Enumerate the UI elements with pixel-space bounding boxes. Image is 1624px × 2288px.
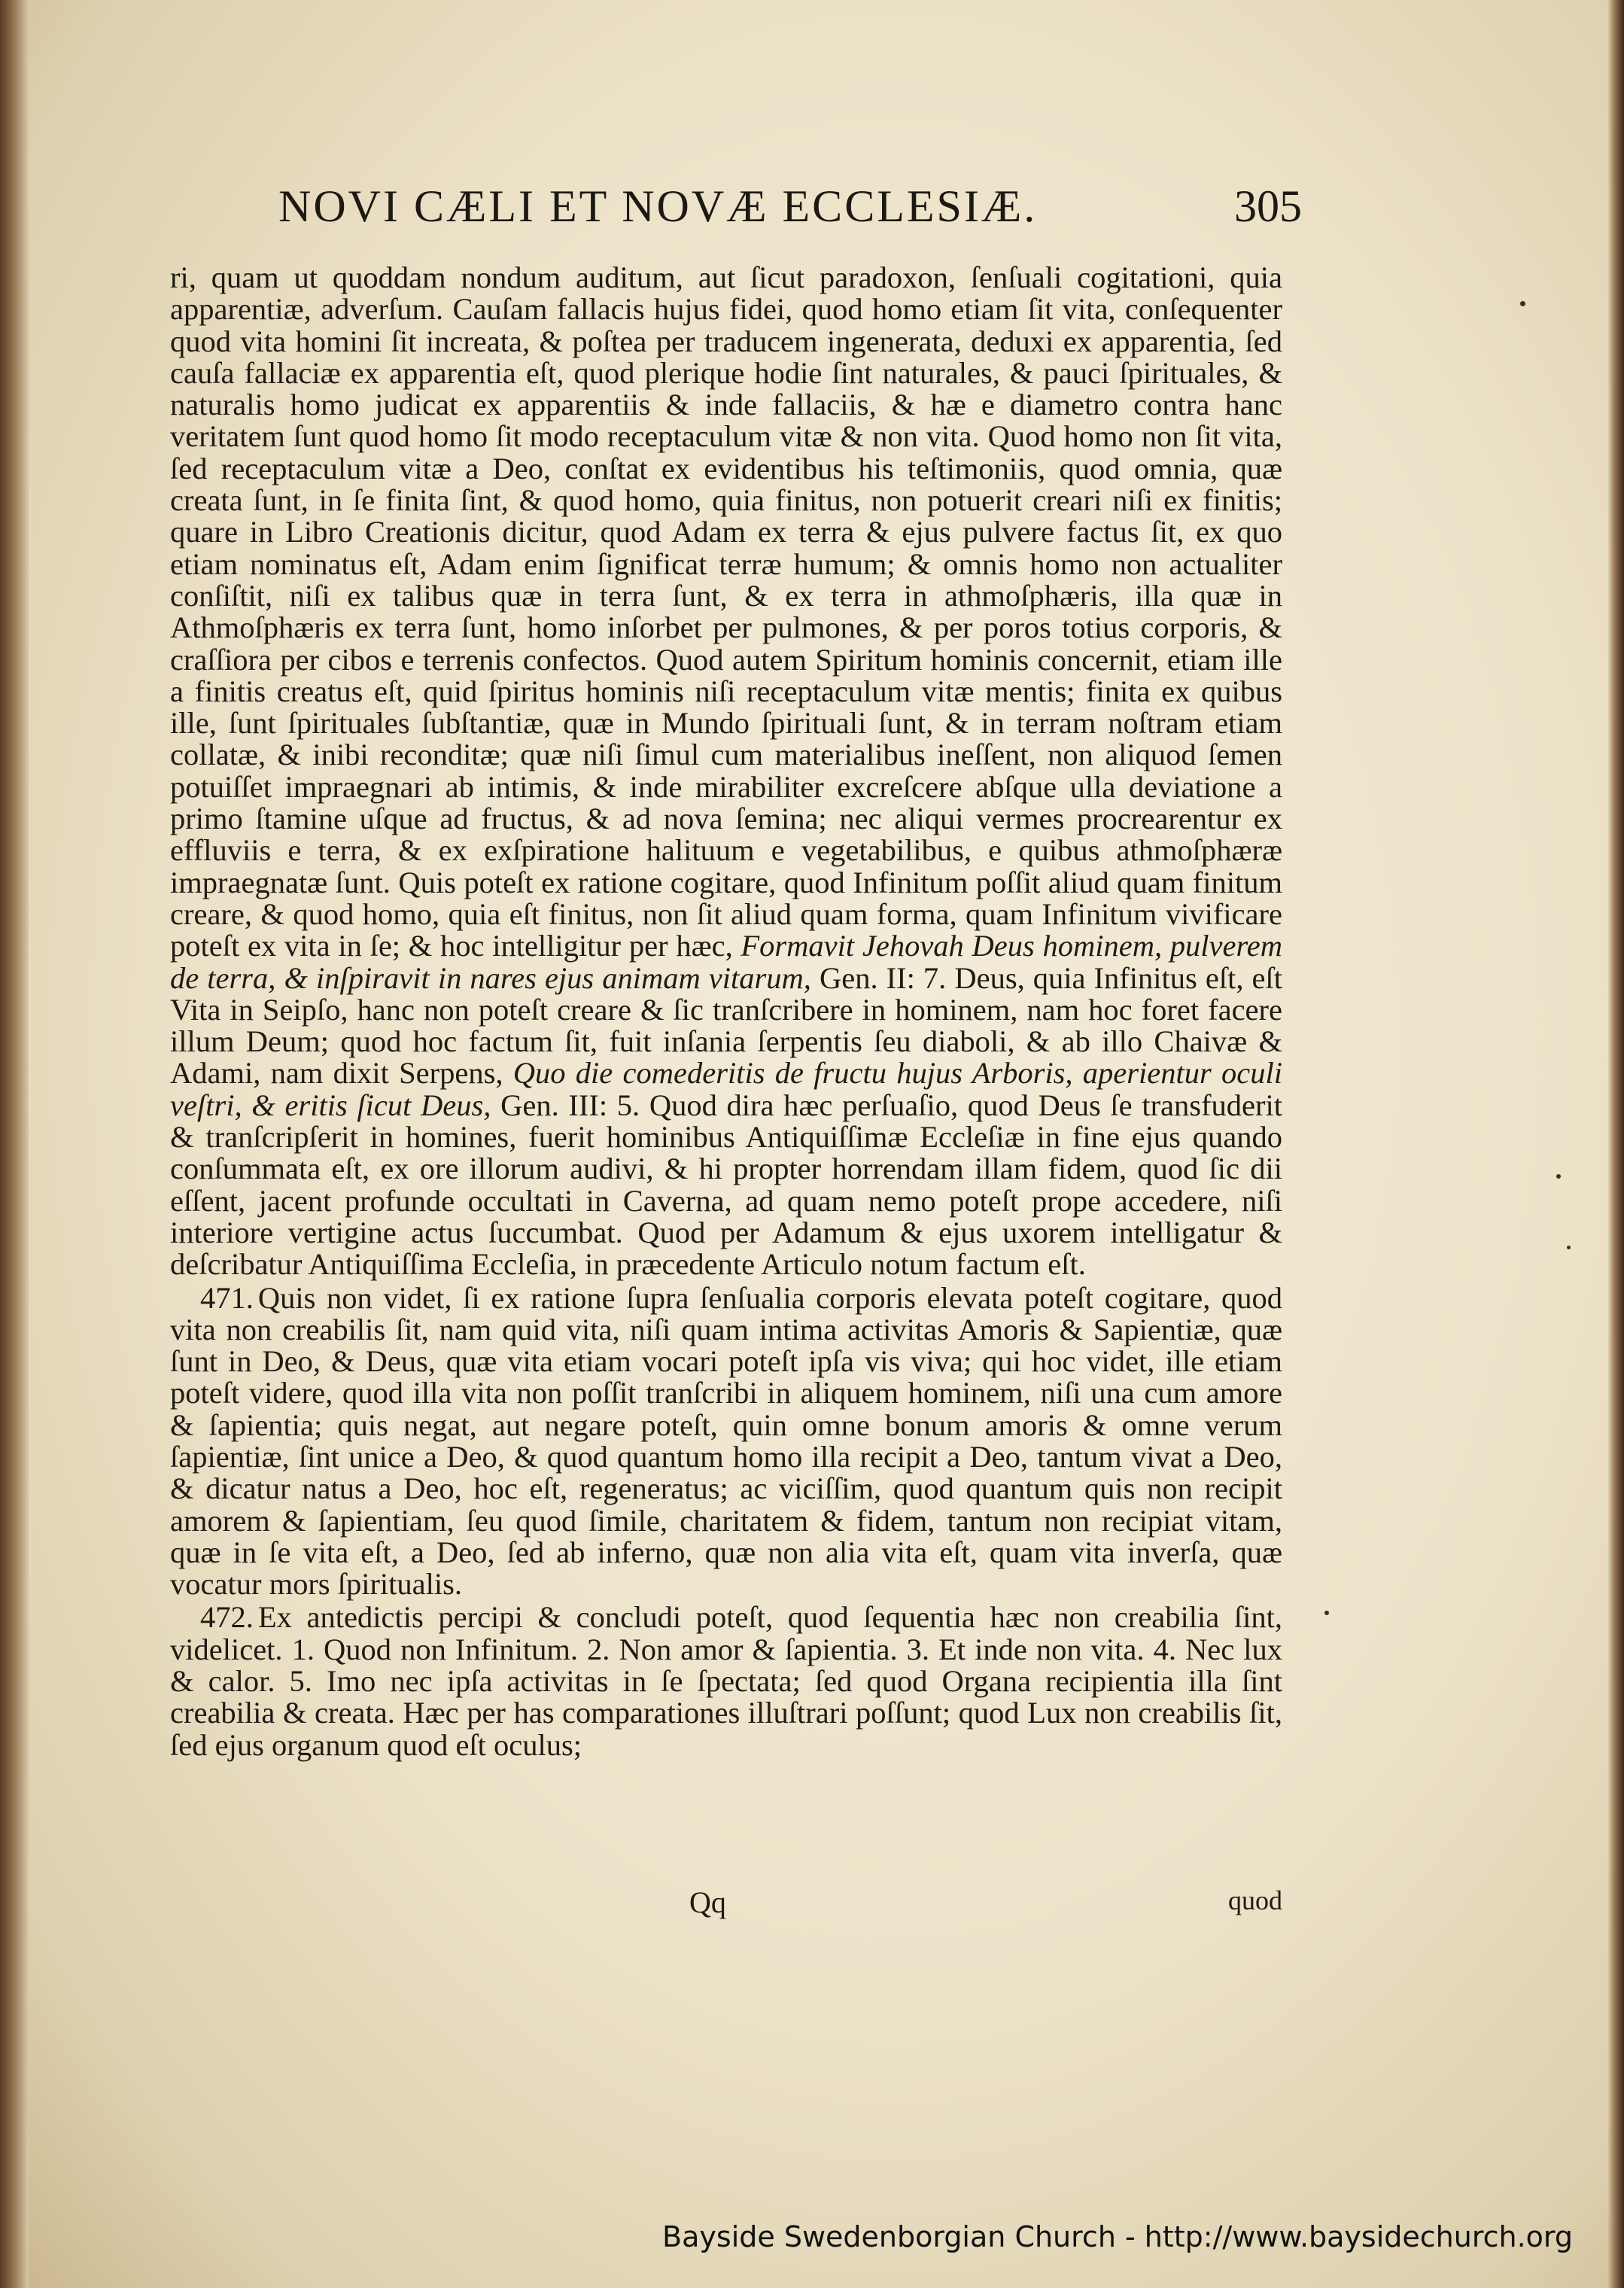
paper-speck — [1556, 1174, 1561, 1179]
text-segment: Gen. III: 5. Quod dira hæc perſuaſio, quod Deus ſe transfuderit & tranſcripſerit in homines, fuerit hominibus Antiquiſſimæ Eccleſiæ in fine ejus quando conſummata eſt, ex ore illorum audivi, & hi propter horrendam illam fidem, quod ſic dii eſſent, jacent profunde occultati in Caverna, ad quam nemo poteſt prope accedere, niſi interiore vertigine actus ſuccumbat. Quod per Adamum & ejus uxorem intelligatur & deſcribatur Antiquiſſima Eccleſia, in præcedente Articulo notum factum eſt. — [170, 1088, 1282, 1282]
page-header — [278, 181, 1302, 248]
paragraph-472 — [170, 1602, 1282, 1760]
paper-speck — [1324, 1611, 1329, 1615]
text-segment: ri, quam ut quoddam nondum auditum, aut ſicut paradoxon, ſenſuali cogitationi, quia apparentiæ, adverſum. Cauſam fallacis hujus fidei, quod homo etiam ſit vita, conſequenter quod vita homini ſit increata, & poſtea per traducem ingenerata, deduxi ex apparentia, ſed cauſa fallaciæ ex apparentia eſt, quod plerique hodie ſint naturales, & pauci ſpirituales, & naturalis homo judicat ex apparentiis & inde fallaciis, & hæ e diametro contra hanc veritatem ſunt quod homo ſit modo receptaculum vitæ & non vita. Quod homo non ſit vita, ſed receptaculum vitæ a Deo, conſtat ex evidentibus his teſtimoniis, quod omnia, quæ creata ſunt, in ſe finita ſint, & quod homo, quia finitus, non potuerit creari niſi ex finitis; quare in Libro Creationis dicitur, quod Adam ex terra & ejus pulvere factus ſit, ex quo etiam nominatus eſt, Adam enim ſignificat terræ humum; & omnis homo non actualiter conſiſtit, niſi ex talibus quæ in terra ſunt, & ex terra in athmoſphæris, illa quæ in Athmoſphæris ex terra ſunt, homo inſorbet per pulmones, & per poros totius corporis, & craſſiora per cibos e terrenis confectos. Quod autem Spiritum hominis concernit, etiam ille a finitis creatus eſt, quid ſpiritus hominis niſi receptaculum vitæ mentis; finita ex quibus ille, ſunt ſpirituales ſubſtantiæ, quæ in Mundo ſpirituali ſunt, & in terram noſtram etiam collatæ, & inibi reconditæ; quæ niſi ſimul cum materialibus ineſſent, non aliquod ſemen potuiſſet impraegnari ab intimis, & inde mirabiliter excreſcere abſque ulla deviatione a primo ſtamine uſque ad fructus, & ad nova ſemina; nec aliqui vermes procrearentur ex effluviis e terra, & ex exſpiratione halituum e vegetabilibus, e quibus athmoſphæræ impraegnatæ ſunt. Quis poteſt ex ratione cogitare, quod Infinitum poſſit aliud quam finitum creare, & quod homo, quia eſt finitus, non ſit aliud quam forma, quam Infinitum vivificare poteſt ex vita in ſe; & hoc intelligitur per hæc, — [170, 260, 1282, 963]
page-number: 305 — [1234, 181, 1302, 231]
signature-mark: Qq — [689, 1885, 726, 1919]
scripture-quote: Quo die comederitis de fructu hujus Arboris, aperientur oculi veſtri, & eritis ſicut Deus, — [170, 1056, 1282, 1122]
paragraph-471 — [170, 1282, 1282, 1601]
text-segment: Quis non videt, ſi ex ratione ſupra ſenſualia corporis elevata poteſt cogitare, quod vita non creabilis ſit, nam quid vita, niſi quam intima activitas Amoris & Sapientiæ, quæ ſunt in Deo, & Deus, quæ vita etiam vocari poteſt ipſa vis viva; qui hoc videt, ille etiam poteſt videre, quod illa vita non poſſit tranſcribi in aliquem hominem, niſi una cum amore & ſapientia; quis negat, aut negare poteſt, quin omne bonum amoris & omne verum ſapientiæ, ſint unice a Deo, & quod quantum homo illa recipit a Deo, tantum vivat a Deo, & dicatur natus a Deo, hoc eſt, regeneratus; ac viciſſim, quod quantum quis non recipit amorem & ſapientiam, ſeu quod ſimile, charitatem & fidem, tantum non recipiat vitam, quæ in ſe vita eſt, a Deo, ſed ab inferno, quæ non alia vita eſt, quam vita inverſa, quæ vocatur mors ſpiritualis. — [170, 1280, 1282, 1602]
watermark-text: Bayside Swedenborgian Church - http://www.baysidechurch.org — [662, 2220, 1573, 2253]
paragraph-continued — [170, 262, 1282, 1281]
body-text — [170, 262, 1282, 1761]
paragraph-number: 471. — [200, 1280, 254, 1315]
page-footer — [170, 1885, 1282, 1922]
running-title: NOVI CÆLI ET NOVÆ ECCLESIÆ. — [278, 181, 1038, 231]
text-segment: Gen. II: 7. Deus, quia Infinitus eſt, eſt Vita in Seipſo, hanc non poteſt creare & ſic tranſcribere in hominem, nam hoc foret facere illum Deum; quod hoc factum ſit, fuit inſania ſerpentis ſeu diaboli, & ab illo Chaivæ & Adami, nam dixit Serpens, — [170, 960, 1282, 1091]
catchword: quod — [1228, 1885, 1282, 1915]
paper-speck — [1567, 1246, 1571, 1249]
paper-speck — [1520, 301, 1525, 306]
scripture-quote: Formavit Jehovah Deus hominem, pulverem de terra, & inſpiravit in nares ejus animam vitarum, — [170, 929, 1282, 995]
paragraph-number: 472. — [200, 1600, 254, 1635]
text-segment: Ex antedictis percipi & concludi poteſt, quod ſequentia hæc non creabilia ſint, videlicet. 1. Quod non Infinitum. 2. Non amor & ſapientia. 3. Et inde non vita. 4. Nec lux & calor. 5. Imo nec ipſa activitas in ſe ſpectata; ſed quod Organa recipientia illa ſint creabilia & creata. Hæc per has comparationes illuſtrari poſſunt; quod Lux non creabilis ſit, ſed ejus organum quod eſt oculus; — [170, 1600, 1282, 1762]
